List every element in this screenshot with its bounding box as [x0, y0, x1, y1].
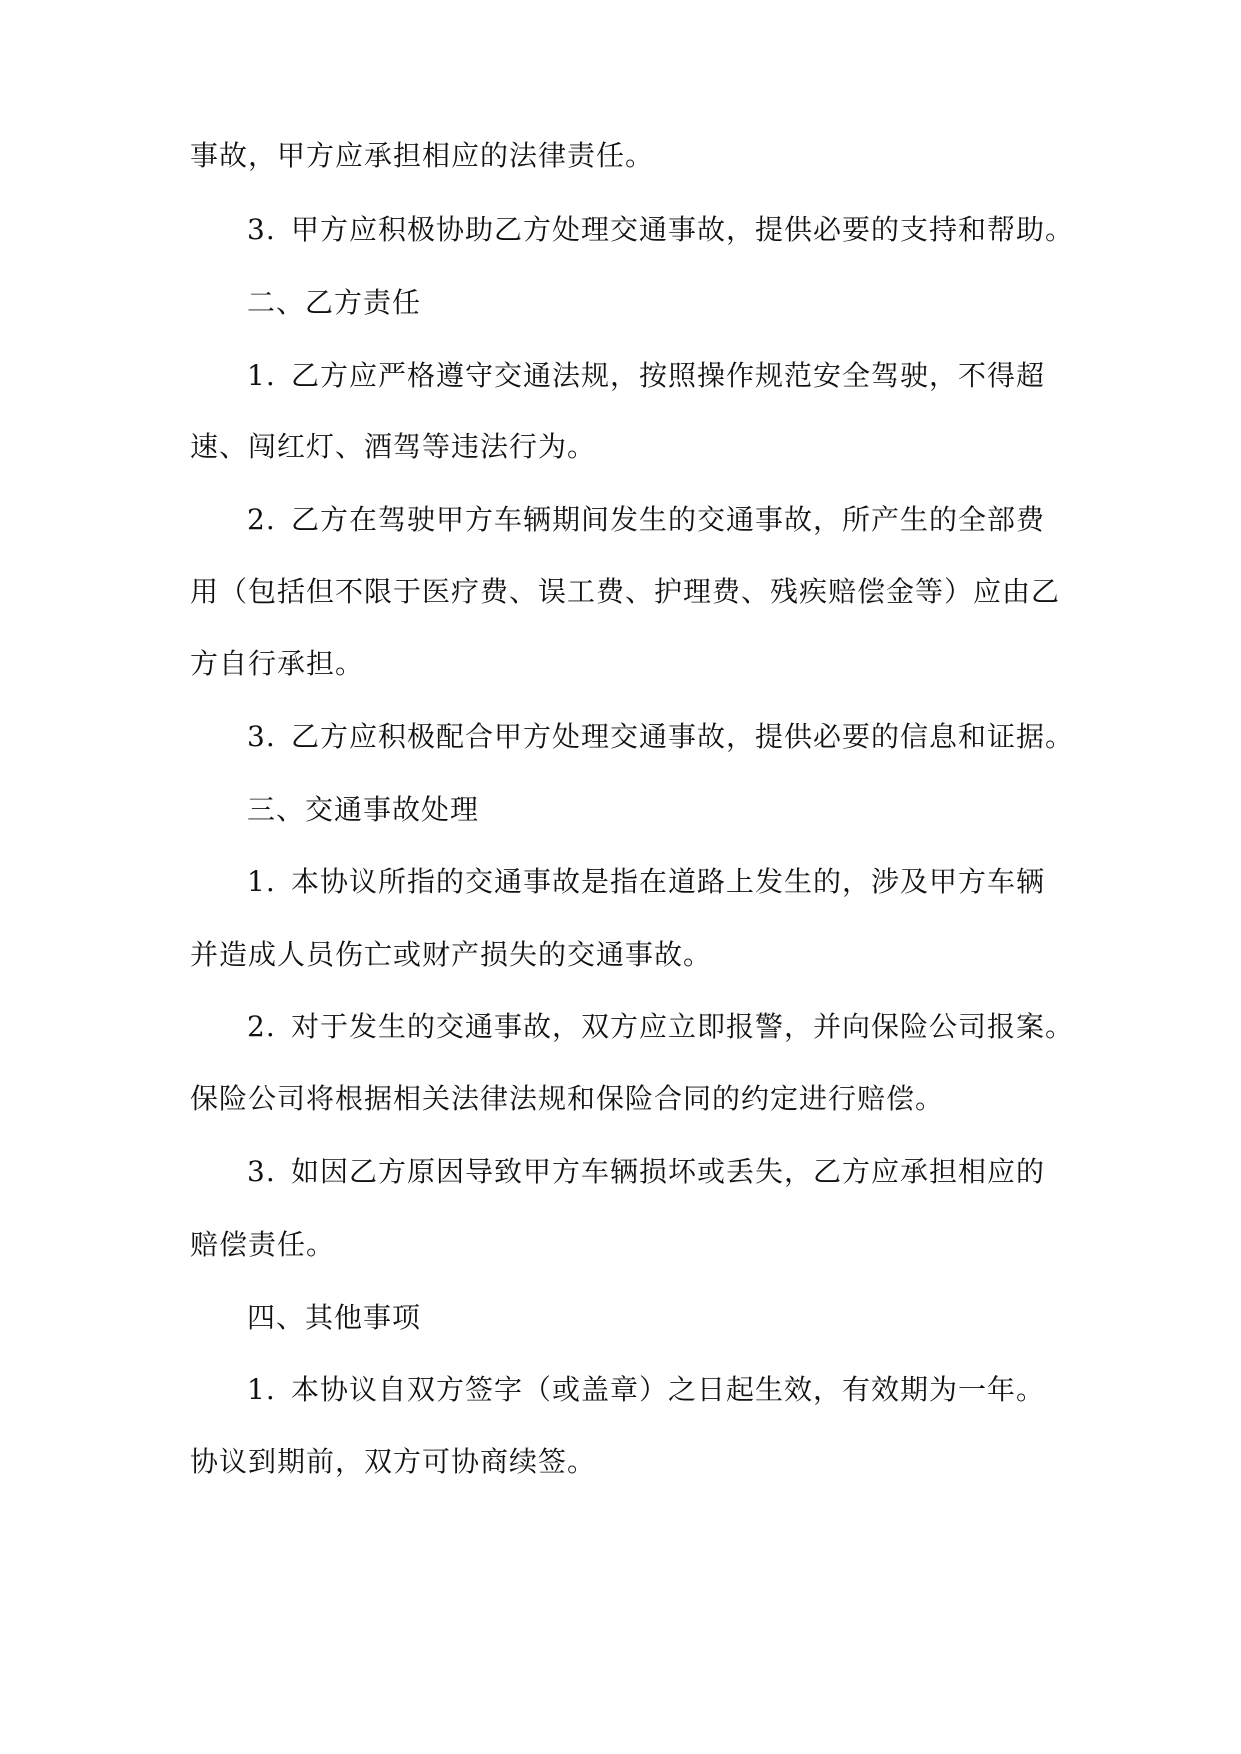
section-heading: 四、其他事项 — [247, 1301, 422, 1334]
section-heading: 二、乙方责任 — [247, 286, 422, 319]
body-line: 方自行承担。 — [190, 647, 365, 680]
list-item: 2. 对于发生的交通事故，双方应立即报警，并向保险公司报案。 — [247, 1007, 1074, 1047]
list-item: 1. 本协议所指的交通事故是指在道路上发生的，涉及甲方车辆 — [247, 862, 1045, 902]
body-line: 并造成人员伤亡或财产损失的交通事故。 — [190, 938, 713, 971]
body-line: 协议到期前，双方可协商续签。 — [190, 1445, 597, 1478]
body-line: 速、闯红灯、酒驾等违法行为。 — [190, 430, 597, 463]
list-number: 3. — [247, 1155, 276, 1188]
list-item: 3. 乙方应积极配合甲方处理交通事故，提供必要的信息和证据。 — [247, 717, 1074, 757]
list-item: 1. 乙方应严格遵守交通法规，按照操作规范安全驾驶，不得超 — [247, 356, 1045, 396]
body-line: 用（包括但不限于医疗费、误工费、护理费、残疾赔偿金等）应由乙 — [190, 575, 1061, 608]
list-item: 1. 本协议自双方签字（或盖章）之日起生效，有效期为一年。 — [247, 1370, 1045, 1410]
list-number: 3. — [247, 213, 276, 246]
list-number: 1. — [247, 1373, 276, 1406]
section-heading: 三、交通事故处理 — [247, 793, 480, 826]
list-item: 2. 乙方在驾驶甲方车辆期间发生的交通事故，所产生的全部费 — [247, 500, 1045, 540]
list-number: 2. — [247, 503, 276, 536]
body-line: 保险公司将根据相关法律法规和保险合同的约定进行赔偿。 — [190, 1082, 945, 1115]
list-number: 3. — [247, 720, 276, 753]
list-item: 3. 甲方应积极协助乙方处理交通事故，提供必要的支持和帮助。 — [247, 210, 1074, 250]
list-item: 3. 如因乙方原因导致甲方车辆损坏或丢失，乙方应承担相应的 — [247, 1152, 1045, 1192]
body-line: 赔偿责任。 — [190, 1228, 336, 1261]
list-number: 1. — [247, 865, 276, 898]
body-line: 事故，甲方应承担相应的法律责任。 — [190, 139, 655, 172]
list-number: 1. — [247, 359, 276, 392]
list-number: 2. — [247, 1010, 276, 1043]
